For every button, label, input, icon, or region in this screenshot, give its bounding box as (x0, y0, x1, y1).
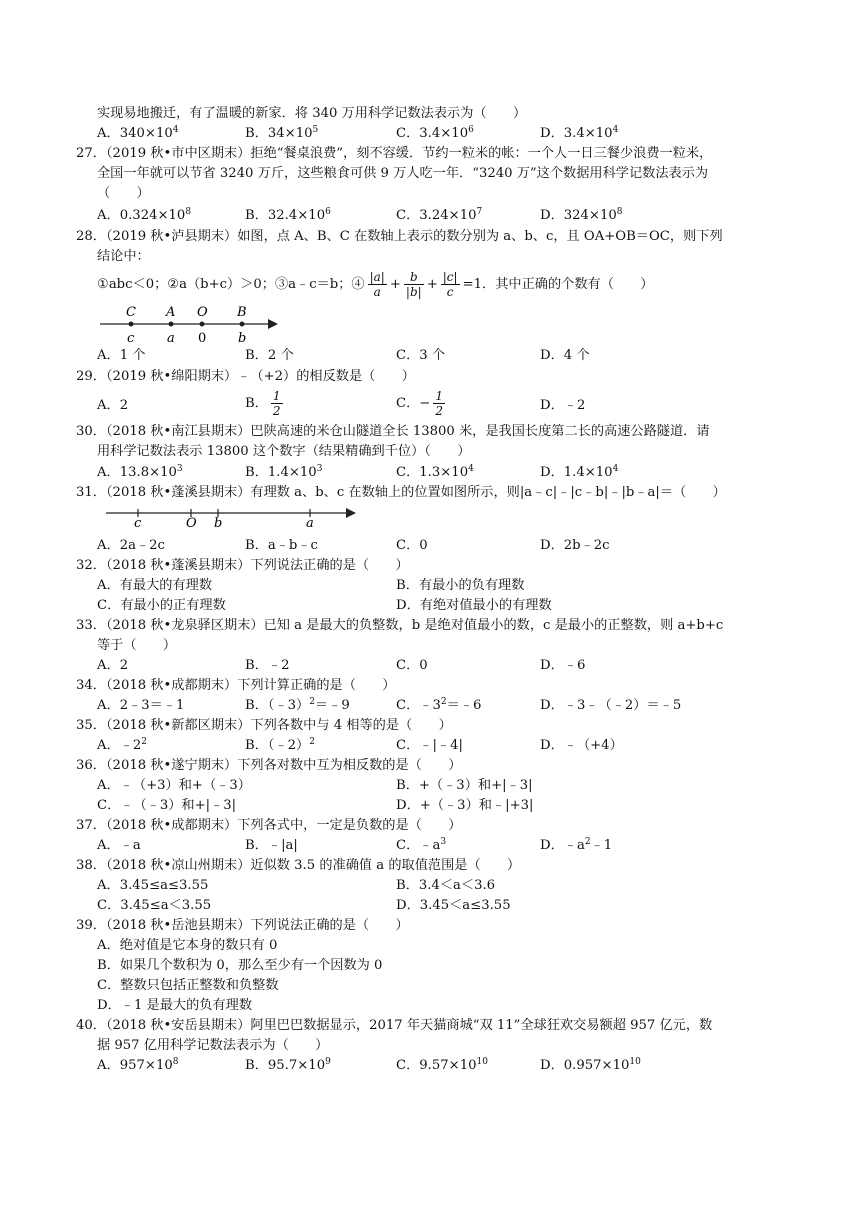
q30-option-d: D．$1.4\times 10^4$ (540, 464, 619, 480)
question-number: 32． (76, 558, 106, 573)
q30-stem: 30．（2018 秋•南江县期末）巴陕高速的米仓山隧道全长 13800 米，是我国长度第二长的高速公路隧道．请 (76, 424, 710, 439)
q40-stem-2: 据 957 亿用科学记数法表示为（ ） (97, 1038, 329, 1053)
q39-option-a: A．绝对值是它本身的数只有 0 (97, 938, 278, 953)
q30-option-b: B．$1.4\times 10^3$ (245, 464, 323, 480)
q38-option-d: D．3.45＜a≤3.55 (396, 898, 511, 913)
q40-option-b: B．$95.7\times 10^9$ (245, 1057, 331, 1073)
q31-option-d: D．2b﹣2c (540, 538, 610, 553)
q38-option-c: C．3.45≤a＜3.55 (97, 898, 212, 913)
q27-option-d: D．$324\times 10^8$ (540, 207, 623, 223)
q33-option-b: B．﹣2 (245, 658, 290, 673)
q28-stem: 28．（2019 秋•泸县期末）如图，点 A、B、C 在数轴上表示的数分别为 a、b、c，且 OA+OB＝OC，则下列 (76, 229, 723, 244)
q32-option-a: A．有最大的有理数 (97, 578, 213, 593)
q36-option-d: D．+（﹣3）和﹣|+3| (396, 798, 534, 813)
label-a: a (306, 516, 314, 530)
q27-stem-2: 全国一年就可以节省 3240 万斤，这些粮食可供 9 万人吃一年．“3240 万”这个数据用科学记数法表示为 (97, 166, 709, 181)
intro-option-b: B．$34\times 10^5$ (245, 125, 319, 141)
q31-option-a: A．2a﹣2c (97, 538, 165, 553)
intro-text: 实现易地搬迁，有了温暖的新家．将 340 万用科学记数法表示为（ ） (97, 106, 527, 121)
question-number: 28． (76, 229, 106, 244)
q27-stem: 27．（2019 秋•市中区期末）拒绝“餐桌浪费”，刻不容缓．节约一粒米的帐：一个人一日三餐少浪费一粒米， (76, 146, 713, 161)
q28-option-d: D．4 个 (540, 348, 590, 363)
q28-statements: ①abc＜0；②a（b+c）＞0；③a﹣c＝b；④ $\frac{|a|}{a}$ + $\frac{b}{|b|}$ + $\frac{|c|}{c}$ =1．其中正确的个数有（ ） (97, 270, 654, 299)
question-number: 36． (76, 758, 106, 773)
q29-stem: 29．（2019 秋•绵阳期末）﹣（+2）的相反数是（ ） (76, 369, 415, 384)
q33-stem: 33．（2018 秋•龙泉驿区期末）已知 a 是最大的负整数，b 是绝对值最小的数，c 是最小的正整数，则 a+b+c (76, 618, 724, 633)
q27-option-c: C．$3.24\times 10^7$ (396, 207, 483, 223)
q34-option-c: C．$﹣3^2=﹣6$ (396, 697, 482, 713)
q35-option-d: D．﹣（+4） (540, 738, 623, 753)
q38-option-a: A．3.45≤a≤3.55 (97, 878, 209, 893)
q30-stem-2: 用科学记数法表示 13800 这个数字（结果精确到千位）（ ） (97, 444, 471, 459)
q28-stem-2: 结论中： (97, 249, 150, 264)
axis-arrow (346, 508, 356, 518)
label-point-a: A (166, 305, 176, 320)
question-number: 40． (76, 1018, 106, 1033)
q35-option-a: A．$﹣2^2$ (97, 737, 148, 753)
point-c-dot (129, 322, 134, 327)
q28-number-line (98, 302, 280, 346)
q35-option-c: C．﹣|﹣4| (396, 738, 463, 753)
fraction-b-over-abs-b: $\frac{b}{|b|}$ (405, 270, 422, 299)
q33-option-c: C．0 (396, 658, 428, 673)
fraction-one-half: $\frac{1}{2}$ (435, 389, 443, 418)
intro-option-a: A．$340\times 10^4$ (97, 125, 179, 141)
q27-option-b: B．$32.4\times 10^6$ (245, 207, 331, 223)
q27-stem-3: （ ） (97, 186, 150, 201)
q36-option-b: B．+（﹣3）和+|﹣3| (396, 778, 533, 793)
q39-stem: 39．（2018 秋•岳池县期末）下列说法正确的是（ ） (76, 918, 409, 933)
fraction-abs-a-over-a: $\frac{|a|}{a}$ (369, 270, 385, 299)
q29-option-c: C．− $\frac{1}{2}$ (396, 389, 443, 418)
q30-option-a: A．$13.8\times 10^3$ (97, 464, 183, 480)
q28-option-c: C．3 个 (396, 348, 446, 363)
q37-option-d: D．$﹣a^2﹣1$ (540, 837, 613, 853)
point-a-dot (169, 322, 174, 327)
q34-stem: 34．（2018 秋•成都期末）下列计算正确的是（ ） (76, 678, 396, 693)
question-number: 29． (76, 369, 106, 384)
axis-arrow (268, 319, 278, 329)
label-c: c (134, 516, 142, 530)
q37-option-c: C．$﹣a^3$ (396, 837, 447, 853)
q33-stem-2: 等于（ ） (97, 638, 177, 653)
question-number: 35． (76, 718, 106, 733)
q40-option-d: D．$0.957\times 10^{10}$ (540, 1057, 641, 1073)
q34-option-d: D．﹣3﹣（﹣2）＝﹣5 (540, 698, 682, 713)
point-b-dot (240, 322, 245, 327)
q34-option-a: A．2﹣3＝﹣1 (97, 698, 185, 713)
q33-option-d: D．﹣6 (540, 658, 586, 673)
intro-option-c: C．$3.4\times 10^6$ (396, 125, 474, 141)
q32-option-c: C．有最小的正有理数 (97, 598, 226, 613)
q38-option-b: B．3.4＜a＜3.6 (396, 878, 496, 893)
value-b: b (238, 331, 247, 346)
q32-option-b: B．有最小的负有理数 (396, 578, 525, 593)
point-o-dot (200, 322, 205, 327)
q30-option-c: C．$1.3\times 10^4$ (396, 464, 474, 480)
q38-stem: 38．（2018 秋•凉山州期末）近似数 3.5 的准确值 a 的取值范围是（ ） (76, 858, 521, 873)
label-point-o: O (197, 305, 208, 320)
q37-stem: 37．（2018 秋•成都期末）下列各式中，一定是负数的是（ ） (76, 818, 462, 833)
q31-stem: 31．（2018 秋•蓬溪县期末）有理数 a、b、c 在数轴上的位置如图所示，则|a﹣c|﹣|c﹣b|﹣|b﹣a|＝（ ） (76, 485, 726, 500)
q34-option-b: B．（﹣3）$^2$＝﹣9 (245, 697, 350, 713)
q31-number-line (104, 504, 358, 530)
q39-option-b: B．如果几个数积为 0，那么至少有一个因数为 0 (97, 958, 383, 973)
q31-option-c: C．0 (396, 538, 428, 553)
q36-option-a: A．﹣（+3）和+（﹣3） (97, 778, 251, 793)
q40-option-a: A．$957\times 10^8$ (97, 1057, 179, 1073)
fraction-one-half: $\frac{1}{2}$ (272, 389, 281, 418)
q33-option-a: A．2 (97, 658, 129, 673)
q27-option-a: A．$0.324\times 10^8$ (97, 207, 192, 223)
q29-option-d: D．﹣2 (540, 398, 586, 413)
intro-option-d: D．$3.4\times 10^4$ (540, 125, 619, 141)
label-b: b (214, 516, 223, 530)
label-o: O (186, 516, 197, 530)
value-zero: 0 (198, 331, 207, 346)
q39-option-d: D．﹣1 是最大的负有理数 (97, 998, 253, 1013)
label-point-b: B (237, 305, 247, 320)
q28-option-a: A．1 个 (97, 348, 146, 363)
q40-option-c: C．$9.57\times 10^{10}$ (396, 1057, 488, 1073)
q37-option-a: A．﹣a (97, 838, 141, 853)
q36-stem: 36．（2018 秋•遂宁期末）下列各对数中互为相反数的是（ ） (76, 758, 462, 773)
q39-option-c: C．整数只包括正整数和负整数 (97, 978, 279, 993)
value-a: a (167, 331, 175, 346)
q35-stem: 35．（2018 秋•新都区期末）下列各数中与 4 相等的是（ ） (76, 718, 452, 733)
question-number: 37． (76, 818, 106, 833)
q37-option-b: B．﹣|a| (245, 838, 298, 853)
question-number: 34． (76, 678, 106, 693)
question-number: 38． (76, 858, 106, 873)
q29-option-a: A．2 (97, 398, 129, 413)
q31-option-b: B．a﹣b﹣c (245, 538, 318, 553)
value-c: c (127, 331, 135, 346)
question-number: 30． (76, 424, 106, 439)
question-number: 27． (76, 146, 106, 161)
q35-option-b: B．（﹣2）$^2$ (245, 737, 315, 753)
q28-option-b: B．2 个 (245, 348, 294, 363)
question-number: 33． (76, 618, 106, 633)
q32-stem: 32．（2018 秋•蓬溪县期末）下列说法正确的是（ ） (76, 558, 409, 573)
label-point-c: C (126, 305, 136, 320)
question-number: 39． (76, 918, 106, 933)
q36-option-c: C．﹣（﹣3）和+|﹣3| (97, 798, 237, 813)
q40-stem: 40．（2018 秋•安岳县期末）阿里巴巴数据显示，2017 年天猫商城“双 11”全球狂欢交易额超 957 亿元，数 (76, 1018, 713, 1033)
question-number: 31． (76, 485, 106, 500)
q29-option-b: B． $\frac{1}{2}$ (245, 389, 281, 418)
fraction-abs-c-over-c: $\frac{|c|}{c}$ (442, 270, 458, 299)
q32-option-d: D．有绝对值最小的有理数 (396, 598, 552, 613)
